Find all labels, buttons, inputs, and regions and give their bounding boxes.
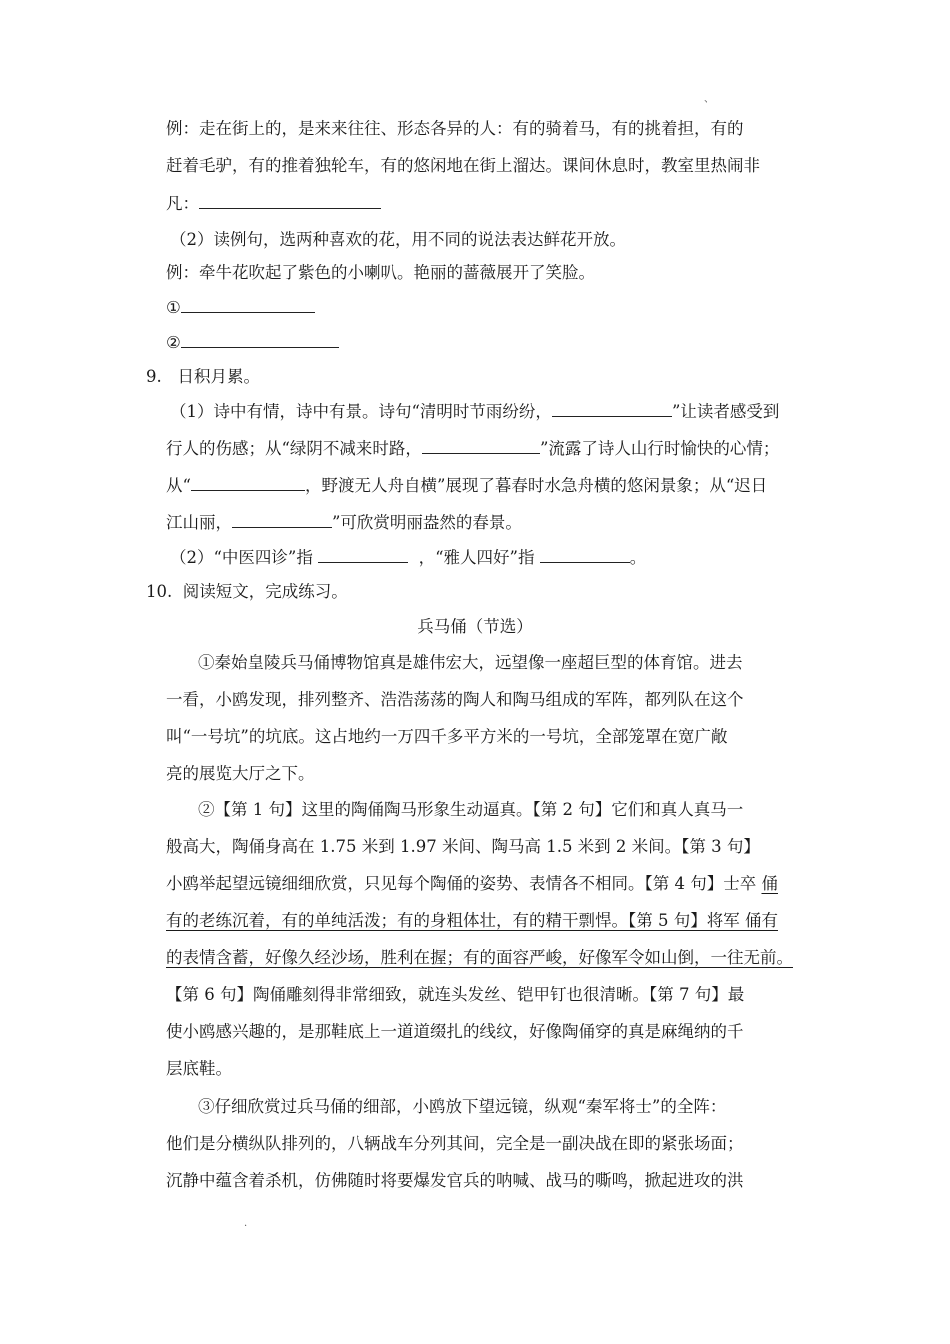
- passage-p2-line4-underlined: 有的老练沉着，有的单纯活泼；有的身粗体壮，有的精干剽悍。【第 5 句】将军 俑有: [166, 911, 778, 930]
- q9-line5-c: 。: [629, 548, 647, 567]
- passage-p2-line6: 【第 6 句】陶俑雕刻得非常细致，就连头发丝、铠甲钉也很清晰。【第 7 句】最: [166, 985, 745, 1004]
- q9-line1-a: （1）诗中有情，诗中有景。诗句“清明时节雨纷纷，: [170, 402, 552, 421]
- passage-p3-line1: ③仔细欣赏过兵马俑的细部，小鸥放下望远镜，纵观“秦军将士”的全阵：: [198, 1097, 727, 1116]
- answer-blank[interactable]: [552, 402, 672, 417]
- q9-line3-a: 从“: [166, 476, 191, 495]
- q9-line4: [166, 513, 816, 533]
- q8-example1-line2: 赶着毛驴，有的推着独轮车，有的悠闲地在街上溜达。课间休息时，教室里热闹非: [166, 156, 760, 175]
- passage-p2-line5-underlined: 的表情含蓄，好像久经沙场，胜利在握；有的面容严峻，好像军令如山倒，一往无前。: [166, 948, 793, 967]
- answer-blank[interactable]: [232, 513, 332, 528]
- q8-example1-line3-text: 凡：: [166, 194, 199, 213]
- passage-p2-line2: 般高大，陶俑身高在 1.75 米到 1.97 米间、陶马高 1.5 米到 2 米间。【第 3 句】: [166, 837, 760, 856]
- q9-line5: [170, 548, 820, 568]
- q10-title: 阅读短文，完成练习。: [182, 582, 348, 601]
- q9-line1: [170, 402, 820, 422]
- q8-example2: 例：牵牛花吹起了紫色的小喇叭。艳丽的蔷薇展开了笑脸。: [166, 263, 595, 282]
- passage-p2-line1: ②【第 1 句】这里的陶俑陶马形象生动逼真。【第 2 句】它们和真人真马一: [198, 800, 744, 819]
- passage-p2-line3: [166, 874, 816, 894]
- passage-p1-line2: 一看，小鸥发现，排列整齐、浩浩荡荡的陶人和陶马组成的军阵，都列队在这个: [166, 690, 744, 709]
- q8-example1-line3: [166, 194, 816, 214]
- q9-line2-b: ”流露了诗人山行时愉快的心情；: [539, 439, 780, 458]
- q9-line4-b: ”可欣赏明丽盎然的春景。: [332, 513, 522, 532]
- answer-blank[interactable]: [199, 194, 381, 209]
- passage-p1-line1: ①秦始皇陵兵马俑博物馆真是雄伟宏大，远望像一座超巨型的体育馆。进去: [198, 653, 743, 672]
- q9-line3-b: ，野渡无人舟自横”展现了暮春时水急舟横的悠闲景象；从“迟日: [304, 476, 768, 495]
- passage-p3-line2: 他们是分横纵队排列的，八辆战车分列其间，完全是一副决战在即的紧张场面；: [166, 1134, 744, 1153]
- answer-blank[interactable]: [318, 548, 408, 563]
- bottom-mark: .: [244, 1218, 248, 1229]
- q9-title: 日积月累。: [177, 367, 260, 386]
- answer-blank[interactable]: [422, 439, 540, 454]
- q9-line1-b: ”让读者感受到: [671, 402, 780, 421]
- q10-heading: [146, 582, 796, 602]
- q9-line2-a: 行人的伤感；从“绿阴不减来时路，: [166, 439, 422, 458]
- q9-line2: [166, 439, 816, 459]
- passage-p2-line8: 层底鞋。: [166, 1059, 232, 1078]
- answer-blank[interactable]: [181, 333, 339, 348]
- q9-number: 9.: [146, 367, 162, 386]
- underlined-text: 俑: [761, 874, 778, 893]
- answer-blank[interactable]: [191, 476, 305, 491]
- q8-item2: [166, 333, 816, 353]
- q10-number: 10.: [146, 582, 173, 601]
- q9-line3: [166, 476, 816, 496]
- q9-line4-a: 江山丽，: [166, 513, 232, 532]
- q9-line5-b: ，“雅人四好”指: [418, 548, 535, 567]
- q8-item1-marker: ①: [166, 298, 181, 317]
- q9-line5-a: （2）“中医四诊”指: [170, 548, 313, 567]
- q8-item2-marker: ②: [166, 333, 181, 352]
- q8-item1: [166, 298, 816, 318]
- passage-p2-line3-text: 小鸥举起望远镜细细欣赏，只见每个陶俑的姿势、表情各不相同。【第 4 句】士卒: [166, 874, 762, 893]
- q9-heading: [146, 367, 796, 387]
- passage-p1-line4: 亮的展览大厅之下。: [166, 764, 315, 783]
- answer-blank[interactable]: [540, 548, 630, 563]
- passage-p3-line3: 沉静中蕴含着杀机，仿佛随时将要爆发官兵的呐喊、战马的嘶鸣，掀起进攻的洪: [166, 1171, 744, 1190]
- top-mark: 、: [704, 94, 714, 105]
- q8-sub2: （2）读例句，选两种喜欢的花，用不同的说法表达鲜花开放。: [170, 230, 626, 249]
- passage-title: 兵马俑（节选）: [417, 617, 533, 636]
- answer-blank[interactable]: [181, 298, 315, 313]
- passage-p1-line3: 叫“一号坑”的坑底。这占地约一万四千多平方米的一号坑，全部笼罩在宽广敞: [166, 727, 728, 746]
- q8-example1-line1: 例：走在街上的，是来来往往、形态各异的人：有的骑着马，有的挑着担，有的: [166, 119, 744, 138]
- passage-p2-line7: 使小鸥感兴趣的，是那鞋底上一道道缀扎的线纹，好像陶俑穿的真是麻绳纳的千: [166, 1022, 744, 1041]
